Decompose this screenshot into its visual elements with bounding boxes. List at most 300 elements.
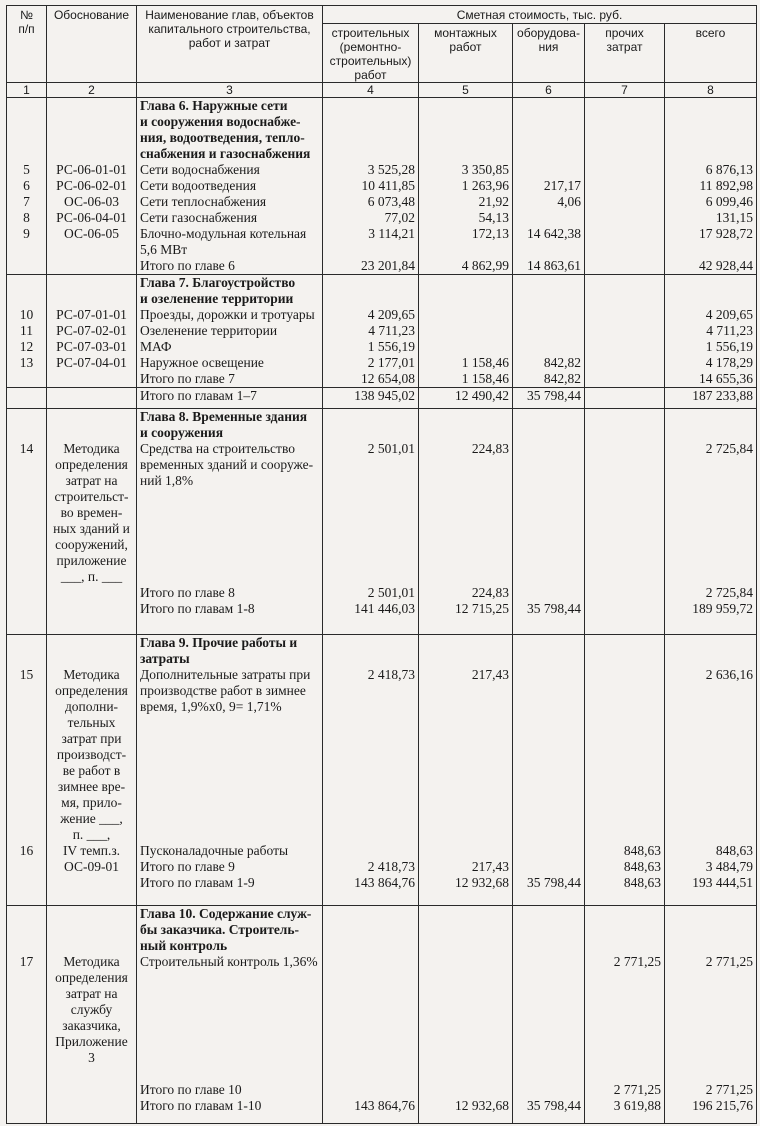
- construction-value: 3 525,28: [367, 162, 415, 177]
- installation-value: [422, 731, 509, 747]
- row-number: [10, 601, 43, 617]
- item-name: [140, 553, 319, 569]
- construction-value: [326, 1082, 415, 1098]
- basis-text: РС-07-04-01: [56, 355, 127, 370]
- total-value: [668, 242, 753, 258]
- construction-value: 4 209,65: [367, 307, 415, 322]
- other-value: [588, 1018, 661, 1034]
- construction-value: 23 201,84: [361, 258, 415, 273]
- installation-value: [422, 114, 509, 130]
- row-number: 16: [19, 843, 34, 858]
- construction-value: [326, 922, 415, 938]
- other-value: [588, 98, 661, 114]
- other-value: [588, 258, 661, 274]
- construction-value: [326, 795, 415, 811]
- basis-text: РС-07-01-01: [56, 307, 127, 322]
- row-number: [10, 585, 43, 601]
- row-number: [10, 731, 43, 747]
- equipment-value: [516, 1018, 581, 1034]
- row-number: 9: [23, 226, 30, 241]
- row-number: [10, 747, 43, 763]
- item-name: Итого по главе 9: [140, 859, 235, 874]
- total-value: 2 771,25: [705, 954, 753, 969]
- construction-value: [326, 827, 415, 843]
- cell-equipment-value: [513, 906, 585, 1124]
- installation-value: 12 715,25: [455, 601, 509, 616]
- construction-value: [326, 275, 415, 291]
- cell-total-value: [665, 275, 757, 388]
- header-equipment: оборудова- ния: [513, 24, 585, 83]
- item-name: Итого по главе 7: [140, 371, 235, 386]
- row-number: [10, 651, 43, 667]
- row-number: [10, 457, 43, 473]
- basis-text: [50, 922, 133, 938]
- installation-value: [422, 242, 509, 258]
- row-number: [10, 827, 43, 843]
- basis-text: определения: [55, 683, 128, 698]
- basis-text: затрат на: [65, 986, 118, 1001]
- item-name: [140, 731, 319, 747]
- total-value: [668, 699, 753, 715]
- construction-value: 6 073,48: [367, 194, 415, 209]
- other-value: [588, 667, 661, 683]
- construction-value: [326, 683, 415, 699]
- other-value: [588, 371, 661, 387]
- row-number: [10, 371, 43, 387]
- installation-value: [422, 521, 509, 537]
- cell-construction-value: [323, 409, 419, 635]
- construction-value: [326, 1066, 415, 1082]
- item-name: [140, 537, 319, 553]
- basis-text: определения: [55, 457, 128, 472]
- installation-value: [422, 1034, 509, 1050]
- total-value: [668, 505, 753, 521]
- construction-value: [326, 635, 415, 651]
- installation-value: [422, 906, 509, 922]
- total-value: [668, 938, 753, 954]
- total-value: [668, 553, 753, 569]
- item-name: [140, 489, 319, 505]
- construction-value: [326, 1018, 415, 1034]
- total-value: [668, 763, 753, 779]
- row-number: [10, 473, 43, 489]
- cell-item-name: [137, 906, 323, 1124]
- installation-value: [422, 1082, 509, 1098]
- header-installation: монтажных работ: [419, 24, 513, 83]
- basis-text: сооружений,: [55, 537, 128, 552]
- column-number: 1: [7, 83, 47, 98]
- installation-value: [422, 970, 509, 986]
- cell-installation-value: [419, 906, 513, 1124]
- item-name: [140, 569, 319, 585]
- construction-value: [326, 489, 415, 505]
- installation-value: 12 932,68: [455, 1098, 509, 1113]
- equipment-value: 14 863,61: [527, 258, 581, 273]
- total-value: [668, 291, 753, 307]
- basis-text: [50, 98, 133, 114]
- basis-text: [50, 938, 133, 954]
- header-cost: Сметная стоимость, тыс. руб.: [323, 6, 757, 24]
- other-value: [588, 355, 661, 371]
- row-number: [10, 114, 43, 130]
- installation-value: 1 158,46: [461, 371, 509, 386]
- equipment-value: [516, 307, 581, 323]
- section-tot7: [7, 388, 757, 409]
- row-number: [10, 875, 43, 891]
- other-value: [588, 323, 661, 339]
- other-value: [588, 635, 661, 651]
- construction-value: [326, 457, 415, 473]
- row-number: [10, 795, 43, 811]
- cell-other-value: [585, 388, 665, 409]
- construction-value: 77,02: [384, 210, 415, 225]
- equipment-value: [516, 779, 581, 795]
- item-name: Сети водоснабжения: [140, 162, 260, 177]
- item-name: [140, 970, 319, 986]
- item-name: Глава 9. Прочие работы и: [140, 635, 298, 650]
- installation-value: [422, 323, 509, 339]
- construction-value: [326, 906, 415, 922]
- construction-value: 12 654,08: [361, 371, 415, 386]
- row-number: [10, 425, 43, 441]
- equipment-value: [516, 275, 581, 291]
- construction-value: 141 446,03: [354, 601, 415, 616]
- item-name: Итого по главе 10: [140, 1082, 242, 1097]
- cell-equipment-value: [513, 275, 585, 388]
- cell-construction-value: [323, 635, 419, 906]
- total-value: [668, 1034, 753, 1050]
- basis-text: жение ___,: [60, 811, 123, 826]
- construction-value: [326, 473, 415, 489]
- section-ch6: [7, 98, 757, 275]
- item-name: Итого по главам 1–7: [140, 388, 257, 403]
- item-name: Глава 7. Благоустройство: [140, 275, 296, 290]
- equipment-value: [516, 146, 581, 162]
- item-name: Итого по главе 6: [140, 258, 235, 273]
- item-name: [140, 521, 319, 537]
- equipment-value: [516, 763, 581, 779]
- total-value: [668, 747, 753, 763]
- item-name: Итого по главе 8: [140, 585, 235, 600]
- row-number: [10, 489, 43, 505]
- row-number: [10, 537, 43, 553]
- other-value: 848,63: [623, 859, 661, 874]
- construction-value: [326, 130, 415, 146]
- other-value: [588, 1034, 661, 1050]
- row-number: 6: [23, 178, 30, 193]
- construction-value: [326, 1050, 415, 1066]
- total-value: [668, 98, 753, 114]
- basis-text: службу: [70, 1002, 113, 1017]
- installation-value: [422, 843, 509, 859]
- equipment-value: [516, 635, 581, 651]
- construction-value: [326, 651, 415, 667]
- total-value: 4 178,29: [705, 355, 753, 370]
- equipment-value: [516, 922, 581, 938]
- row-number: [10, 811, 43, 827]
- equipment-value: [516, 323, 581, 339]
- construction-value: 143 864,76: [354, 875, 415, 890]
- other-value: [588, 569, 661, 585]
- other-value: [588, 906, 661, 922]
- basis-text: затрат при: [61, 731, 122, 746]
- equipment-value: [516, 489, 581, 505]
- construction-value: [326, 146, 415, 162]
- equipment-value: [516, 747, 581, 763]
- equipment-value: [516, 811, 581, 827]
- equipment-value: 35 798,44: [527, 601, 581, 616]
- installation-value: [422, 938, 509, 954]
- basis-text: зимнее вре-: [57, 779, 126, 794]
- total-value: [668, 683, 753, 699]
- cell-basis-text: [47, 635, 137, 906]
- equipment-value: [516, 242, 581, 258]
- item-name: Итого по главам 1-10: [140, 1098, 262, 1113]
- other-value: 848,63: [623, 843, 661, 858]
- row-number: 11: [20, 323, 33, 338]
- construction-value: [326, 98, 415, 114]
- basis-text: РС-07-02-01: [56, 323, 127, 338]
- total-value: 4 209,65: [705, 307, 753, 322]
- basis-text: мя, прило-: [61, 795, 122, 810]
- total-value: [668, 130, 753, 146]
- basis-text: ных зданий и: [53, 521, 130, 536]
- row-number: [10, 635, 43, 651]
- row-number: [10, 505, 43, 521]
- basis-text: тельных: [67, 715, 116, 730]
- other-value: [588, 291, 661, 307]
- equipment-value: [516, 409, 581, 425]
- row-number: 17: [19, 954, 34, 969]
- construction-value: [326, 731, 415, 747]
- item-name: [140, 715, 319, 731]
- cell-construction-value: [323, 275, 419, 388]
- cell-item-name: [137, 388, 323, 409]
- equipment-value: [516, 651, 581, 667]
- other-value: [588, 731, 661, 747]
- other-value: [588, 425, 661, 441]
- construction-value: 10 411,85: [361, 178, 415, 193]
- basis-text: Приложение: [55, 1034, 128, 1049]
- item-name: Итого по главам 1-8: [140, 601, 255, 616]
- cell-item-name: [137, 98, 323, 275]
- estimate-table: [6, 5, 757, 1124]
- cell-installation-value: [419, 635, 513, 906]
- cell-total-value: [665, 98, 757, 275]
- item-name: Озеленение территории: [140, 323, 278, 338]
- header-construction: строительных (ремонтно- строительных) работ: [323, 24, 419, 83]
- basis-text: производст-: [56, 747, 127, 762]
- cell-other-value: [585, 98, 665, 275]
- row-number: 15: [19, 667, 34, 682]
- total-value: 2 725,84: [705, 441, 753, 456]
- other-value: [588, 811, 661, 827]
- basis-text: [50, 601, 133, 617]
- equipment-value: [516, 986, 581, 1002]
- construction-value: [326, 843, 415, 859]
- item-name: [140, 1002, 319, 1018]
- equipment-value: [516, 585, 581, 601]
- construction-value: 2 501,01: [367, 585, 415, 600]
- column-number: 2: [47, 83, 137, 98]
- total-value: 2 636,16: [705, 667, 753, 682]
- other-value: [588, 505, 661, 521]
- basis-text: [50, 130, 133, 146]
- basis-text: [50, 388, 133, 404]
- total-value: [668, 731, 753, 747]
- installation-value: 3 350,85: [461, 162, 509, 177]
- total-value: [668, 409, 753, 425]
- installation-value: [422, 779, 509, 795]
- total-value: 42 928,44: [699, 258, 753, 273]
- total-value: 131,15: [715, 210, 753, 225]
- cell-construction-value: [323, 906, 419, 1124]
- item-name: Проезды, дорожки и тротуары: [140, 307, 315, 322]
- column-number: 3: [137, 83, 323, 98]
- row-number: [10, 291, 43, 307]
- cell-total-value: [665, 409, 757, 635]
- equipment-value: [516, 667, 581, 683]
- other-value: [588, 194, 661, 210]
- construction-value: [326, 553, 415, 569]
- header-basis: Обоснование: [47, 6, 137, 83]
- construction-value: 2 177,01: [367, 355, 415, 370]
- installation-value: [422, 635, 509, 651]
- item-name: МАФ: [140, 339, 172, 354]
- cell-equipment-value: [513, 635, 585, 906]
- item-name: ний 1,8%: [140, 473, 194, 488]
- basis-text: РС-06-04-01: [56, 210, 127, 225]
- installation-value: 1 263,96: [461, 178, 509, 193]
- construction-value: [326, 537, 415, 553]
- construction-value: [326, 970, 415, 986]
- item-name: Блочно-модульная котельная: [140, 226, 307, 241]
- equipment-value: [516, 291, 581, 307]
- basis-text: [50, 114, 133, 130]
- item-name: Итого по главам 1-9: [140, 875, 255, 890]
- row-number: [10, 1098, 43, 1114]
- total-value: [668, 970, 753, 986]
- basis-text: [50, 906, 133, 922]
- row-number: [10, 970, 43, 986]
- header-name: Наименование глав, объектов капитального строительства, работ и затрат: [137, 6, 323, 83]
- construction-value: [326, 779, 415, 795]
- item-name: Глава 6. Наружные сети: [140, 98, 288, 113]
- other-value: [588, 601, 661, 617]
- row-number: [10, 986, 43, 1002]
- other-value: [588, 1050, 661, 1066]
- construction-value: 2 418,73: [367, 859, 415, 874]
- construction-value: [326, 291, 415, 307]
- row-number: [10, 683, 43, 699]
- installation-value: [422, 1002, 509, 1018]
- equipment-value: 4,06: [557, 194, 581, 209]
- other-value: 2 771,25: [613, 954, 661, 969]
- row-number: [10, 130, 43, 146]
- basis-text: [50, 146, 133, 162]
- basis-text: 3: [88, 1050, 95, 1065]
- item-name: Средства на строительство: [140, 441, 295, 456]
- total-value: [668, 651, 753, 667]
- total-value: 189 959,72: [692, 601, 753, 616]
- construction-value: [326, 938, 415, 954]
- basis-text: во времен-: [60, 505, 123, 520]
- row-number: [10, 715, 43, 731]
- total-value: 6 099,46: [705, 194, 753, 209]
- equipment-value: [516, 938, 581, 954]
- basis-text: ___, п. ___: [60, 569, 123, 584]
- other-value: [588, 715, 661, 731]
- cell-installation-value: [419, 409, 513, 635]
- construction-value: [326, 954, 415, 970]
- construction-value: 4 711,23: [368, 323, 415, 338]
- row-number: [10, 1002, 43, 1018]
- cell-construction-value: [323, 388, 419, 409]
- item-name: затраты: [140, 651, 190, 666]
- item-name: ния, водоотведения, тепло-: [140, 130, 305, 145]
- other-value: [588, 683, 661, 699]
- other-value: [588, 747, 661, 763]
- basis-text: [50, 1082, 133, 1098]
- cell-row-number: [7, 98, 47, 275]
- item-name: Сети газоснабжения: [140, 210, 258, 225]
- row-number: [10, 1034, 43, 1050]
- cell-row-number: [7, 635, 47, 906]
- row-number: [10, 275, 43, 291]
- equipment-value: [516, 457, 581, 473]
- installation-value: [422, 130, 509, 146]
- cell-equipment-value: [513, 409, 585, 635]
- basis-text: затрат на: [65, 473, 118, 488]
- item-name: и сооружения: [140, 425, 224, 440]
- item-name: [140, 505, 319, 521]
- item-name: [140, 795, 319, 811]
- cell-equipment-value: [513, 388, 585, 409]
- other-value: [588, 130, 661, 146]
- other-value: [588, 473, 661, 489]
- cell-basis-text: [47, 409, 137, 635]
- installation-value: [422, 1050, 509, 1066]
- basis-text: ОС-06-05: [64, 226, 119, 241]
- installation-value: [422, 569, 509, 585]
- row-number: 8: [23, 210, 30, 225]
- cell-other-value: [585, 906, 665, 1124]
- installation-value: [422, 146, 509, 162]
- equipment-value: 35 798,44: [527, 1098, 581, 1113]
- cell-total-value: [665, 388, 757, 409]
- row-number: [10, 779, 43, 795]
- basis-text: [50, 425, 133, 441]
- equipment-value: [516, 1034, 581, 1050]
- cell-row-number: [7, 409, 47, 635]
- basis-text: [50, 1098, 133, 1114]
- other-value: [588, 521, 661, 537]
- basis-text: строительст-: [54, 489, 129, 504]
- row-number: [10, 521, 43, 537]
- total-value: [668, 489, 753, 505]
- installation-value: 21,92: [478, 194, 509, 209]
- row-number: [10, 553, 43, 569]
- basis-text: [50, 635, 133, 651]
- total-value: 3 484,79: [705, 859, 753, 874]
- total-value: [668, 1002, 753, 1018]
- basis-text: [50, 651, 133, 667]
- installation-value: [422, 827, 509, 843]
- construction-value: [326, 699, 415, 715]
- other-value: [588, 938, 661, 954]
- total-value: [668, 473, 753, 489]
- equipment-value: [516, 569, 581, 585]
